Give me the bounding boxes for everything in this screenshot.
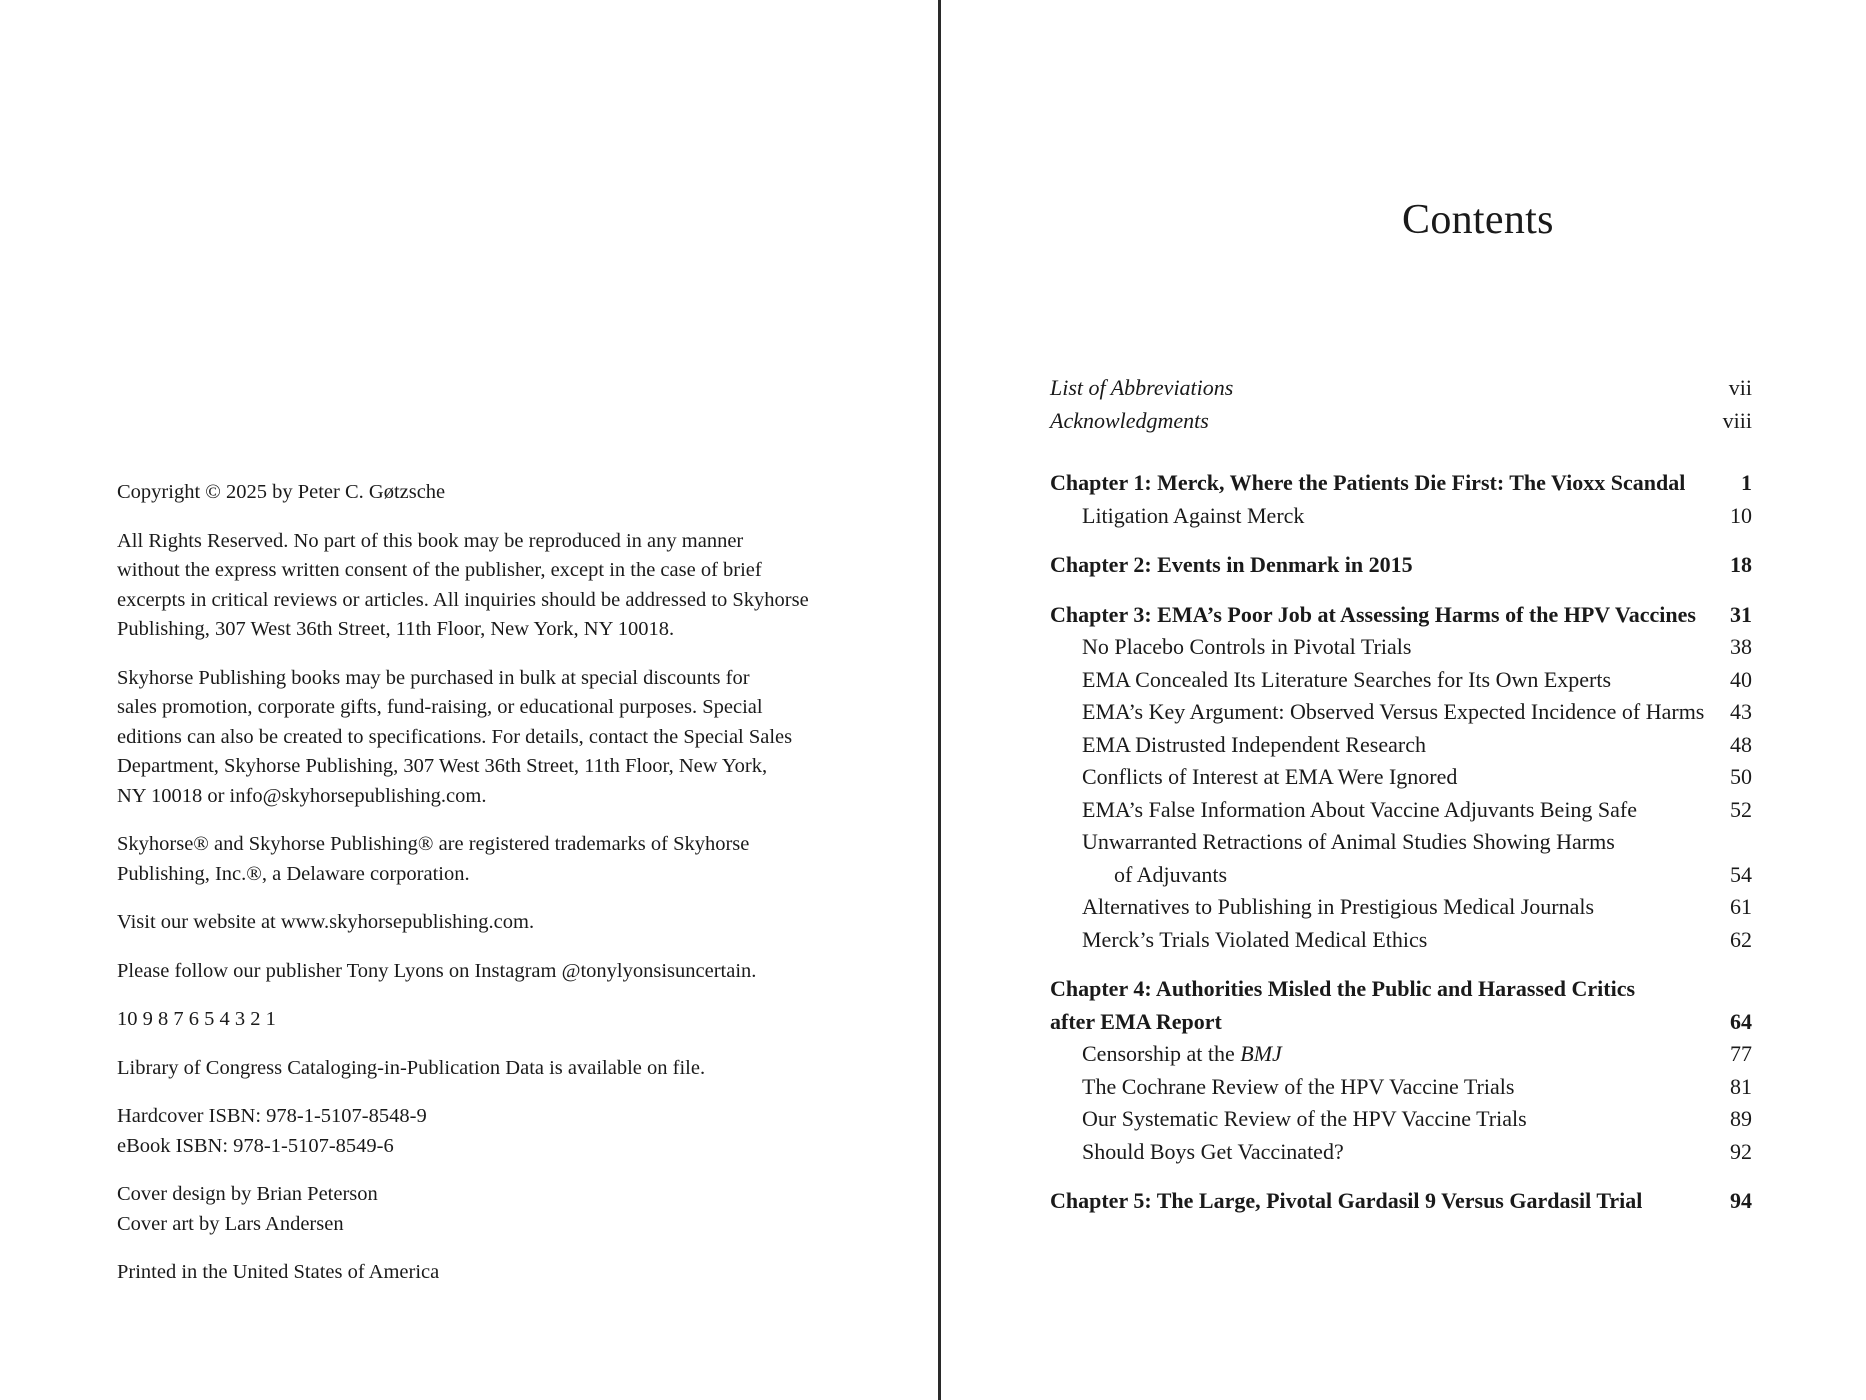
toc-entry-sub[interactable] [1050, 1038, 1752, 1071]
toc-entry-sub[interactable] [1050, 826, 1752, 859]
copyright-paragraph [117, 1258, 837, 1288]
toc-entry-title: Conflicts of Interest at EMA Were Ignored [1082, 764, 1458, 789]
toc-entry-page: 89 [1730, 1106, 1752, 1131]
copyright-line: Copyright © 2025 by Peter C. Gøtzsche [117, 481, 446, 503]
toc-entry-page: 81 [1730, 1073, 1752, 1099]
toc-entry-title: Chapter 1: Merck, Where the Patients Die First: The Vioxx Scandal [1050, 470, 1686, 495]
toc-entry-title: Should Boys Get Vaccinated? [1082, 1138, 1344, 1164]
toc-entry-title: EMA Distrusted Independent Research [1082, 731, 1426, 757]
toc-entry-page: 10 [1730, 502, 1752, 528]
toc-entry-page: 40 [1730, 666, 1752, 692]
copyright-line: Cover design by Brian Peterson [117, 1183, 378, 1205]
toc-entry-page: 64 [1730, 1008, 1752, 1034]
toc-entry-sub[interactable] [1050, 1136, 1752, 1169]
toc-entry-chapter[interactable] [1050, 1185, 1752, 1218]
toc-entry-page: 52 [1730, 796, 1752, 822]
toc-entry-page: 18 [1730, 552, 1752, 577]
toc-entry-title: The Cochrane Review of the HPV Vaccine Trials [1082, 1073, 1515, 1099]
copyright-paragraph [117, 1005, 837, 1035]
toc-entry-title: Chapter 3: EMA’s Poor Job at Assessing Harms of the HPV Vaccines [1050, 601, 1696, 627]
contents-title: Contents [1402, 197, 1554, 243]
copyright-line: eBook ISBN: 978-1-5107-8549-6 [117, 1134, 394, 1157]
page-gutter [938, 0, 941, 1400]
copyright-paragraph [117, 1180, 837, 1239]
toc-entry-page: 48 [1730, 731, 1752, 757]
toc-entry-title: Unwarranted Retractions of Animal Studies Showing Harms [1082, 829, 1615, 854]
copyright-line: Publishing, Inc.®, a Delaware corporation. [117, 862, 470, 885]
copyright-line: without the express written consent of the publisher, except in the case of brief [117, 559, 762, 581]
copyright-block [117, 478, 837, 1307]
toc-entry-title: Acknowledgments [1050, 407, 1209, 433]
toc-entry-sub[interactable] [1050, 631, 1752, 664]
toc-entry-chapter[interactable] [1050, 467, 1752, 500]
toc-entry-title: Alternatives to Publishing in Prestigious Medical Journals [1082, 894, 1595, 919]
toc-entry-title: Litigation Against Merck [1082, 502, 1305, 528]
copyright-line: Printed in the United States of America [117, 1261, 440, 1283]
toc-entry-title: of Adjuvants [1114, 861, 1228, 887]
copyright-paragraph [117, 527, 837, 645]
toc-entry-sub[interactable] [1050, 500, 1752, 533]
copyright-paragraph [117, 664, 837, 812]
toc-entry-sub[interactable] [1050, 1071, 1752, 1104]
copyright-paragraph [117, 957, 837, 987]
toc-entry-page: 61 [1730, 894, 1752, 919]
copyright-line: Skyhorse Publishing books may be purchased in bulk at special discounts for [117, 666, 750, 689]
copyright-line: Cover art by Lars Andersen [117, 1212, 344, 1235]
copyright-line: Department, Skyhorse Publishing, 307 West 36th Street, 11th Floor, New York, [117, 755, 768, 777]
toc-entry-title: Our Systematic Review of the HPV Vaccine Trials [1082, 1106, 1527, 1131]
toc-entry-sub[interactable] [1050, 664, 1752, 697]
copyright-line: NY 10018 or info@skyhorsepublishing.com. [117, 784, 487, 807]
toc-entry-page: 38 [1730, 634, 1752, 659]
toc-entry-title: Merck’s Trials Violated Medical Ethics [1082, 926, 1428, 952]
toc-entry-page: vii [1728, 375, 1752, 400]
toc-entry-page: 43 [1730, 699, 1752, 724]
toc-entry-sub2[interactable] [1050, 859, 1752, 892]
toc-entry-title: Chapter 2: Events in Denmark in 2015 [1050, 552, 1413, 577]
toc-entry-sub[interactable] [1050, 761, 1752, 794]
toc-entry-page: 31 [1730, 601, 1752, 627]
copyright-paragraph [117, 1102, 837, 1161]
copyright-line: sales promotion, corporate gifts, fund-raising, or educational purposes. Special [117, 696, 763, 718]
toc-entry-front[interactable] [1050, 372, 1752, 405]
toc-entry-page: 94 [1730, 1188, 1752, 1213]
toc-entry-sub[interactable] [1050, 924, 1752, 957]
copyright-paragraph [117, 830, 837, 889]
toc-entry-title: Censorship at the BMJ [1082, 1041, 1282, 1066]
toc-entry-page: 54 [1730, 861, 1752, 887]
copyright-paragraph [117, 1054, 837, 1084]
toc-entry-page: 62 [1730, 926, 1752, 952]
copyright-line: Library of Congress Cataloging-in-Publication Data is available on file. [117, 1056, 706, 1079]
toc-entry-chapter[interactable] [1050, 1006, 1752, 1039]
toc-entry-title: Chapter 4: Authorities Misled the Public and Harassed Critics [1050, 976, 1636, 1001]
toc-entry-front[interactable] [1050, 405, 1752, 438]
toc-entry-sub[interactable] [1050, 891, 1752, 924]
copyright-paragraph [117, 908, 837, 938]
toc-entry-page: 77 [1730, 1041, 1752, 1066]
toc-entry-chapter[interactable] [1050, 973, 1752, 1006]
copyright-line: Please follow our publisher Tony Lyons on Instagram @tonylyonsisuncertain. [117, 959, 757, 982]
toc-entry-title: EMA Concealed Its Literature Searches for Its Own Experts [1082, 666, 1612, 692]
toc-entry-page: 92 [1730, 1138, 1752, 1164]
toc-entry-page: viii [1722, 407, 1752, 433]
copyright-line: Publishing, 307 West 36th Street, 11th Floor, New York, NY 10018. [117, 618, 675, 640]
copyright-line: All Rights Reserved. No part of this book may be reproduced in any manner [117, 529, 744, 552]
copyright-line: Skyhorse® and Skyhorse Publishing® are registered trademarks of Skyhorse [117, 833, 750, 855]
toc-entry-sub[interactable] [1050, 794, 1752, 827]
copyright-paragraph [117, 478, 837, 508]
copyright-line: Visit our website at www.skyhorsepublishing.com. [117, 911, 535, 933]
toc-entry-chapter[interactable] [1050, 549, 1752, 582]
copyright-line: Hardcover ISBN: 978-1-5107-8548-9 [117, 1105, 427, 1127]
toc-entry-title: Chapter 5: The Large, Pivotal Gardasil 9 Versus Gardasil Trial [1050, 1188, 1643, 1213]
toc-entry-title: List of Abbreviations [1050, 375, 1234, 400]
toc-entry-title: No Placebo Controls in Pivotal Trials [1082, 634, 1412, 659]
toc-entry-title: EMA’s False Information About Vaccine Adjuvants Being Safe [1082, 796, 1638, 822]
copyright-line: 10 9 8 7 6 5 4 3 2 1 [117, 1008, 276, 1030]
toc-entry-sub[interactable] [1050, 696, 1752, 729]
toc-entry-title: EMA’s Key Argument: Observed Versus Expected Incidence of Harms [1082, 699, 1705, 724]
toc-entry-sub[interactable] [1050, 1103, 1752, 1136]
copyright-line: editions can also be created to specifications. For details, contact the Special Sales [117, 725, 793, 748]
toc-entry-chapter[interactable] [1050, 599, 1752, 632]
toc-entry-page: 1 [1741, 470, 1752, 495]
toc-entry-title: after EMA Report [1050, 1008, 1222, 1034]
toc-entry-page: 50 [1730, 764, 1752, 789]
toc-entry-sub[interactable] [1050, 729, 1752, 762]
copyright-line: excerpts in critical reviews or articles. All inquiries should be addressed to Skyhorse [117, 588, 809, 611]
table-of-contents [1050, 372, 1752, 1218]
